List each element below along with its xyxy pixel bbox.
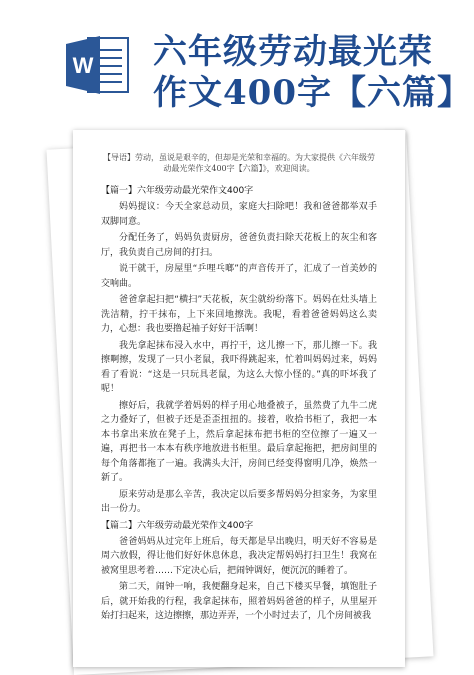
paragraph: 说干就干，房屋里“乒哩乓啷”的声音传开了，汇成了一首美妙的交响曲。 bbox=[101, 264, 377, 289]
document-intro: 【导语】劳动，虽说是艰辛的，但却是光荣和幸福的。为大家提供《六年级劳动最光荣作文400字【六篇】》，欢迎阅读。 bbox=[103, 153, 375, 173]
essay-section-1 bbox=[101, 184, 377, 517]
essay-section-2 bbox=[101, 519, 377, 624]
section-heading: 【篇一】六年级劳动最光荣作文400字 bbox=[101, 186, 254, 196]
paragraph: 爸爸妈妈从过完年上班后，每天都是早出晚归，明天好不容易是周六放假，得让他们好好休息休息，我决定帮妈妈打扫卫生！我窝在被窝里思考着……下定决心后，把闹钟调好，便沉沉的睡着了。 bbox=[101, 536, 377, 576]
header-banner bbox=[0, 0, 474, 125]
document-content bbox=[73, 130, 405, 624]
paragraph: 妈妈提议：今天全家总动员，家庭大扫除吧！我和爸爸都举双手双脚同意。 bbox=[101, 202, 377, 227]
document-page bbox=[73, 130, 405, 667]
page-title-line-2: 作文400字【六篇】 bbox=[153, 73, 472, 113]
word-document-icon bbox=[66, 36, 130, 94]
paragraph: 擦好后，我就学着妈妈的样子用心地叠被子，虽然费了九牛二虎之力叠好了，但被子还是歪歪扭扭的。接着，收拾书柜了，我把一本本书拿出来放在凳子上，然后拿起抹布把书柜的空位擦了一遍又一遍，再把书一本本有秩序地放进书柜里。最后拿起拖把，把房间里的每个角落都拖了一遍。我满头大汗，房间已经变得窗明几净，焕然一新了。 bbox=[101, 400, 377, 483]
paragraph: 第二天，闹钟一响，我便翻身起来，自己下楼买早餐，填饱肚子后，就开始我的行程，我拿起抹布，照着妈妈爸爸的样子，从里屋开始打扫起来，这边擦擦，那边弄弄，一个小时过去了，几个房间被我 bbox=[101, 582, 377, 621]
word-icon-letter: W bbox=[72, 53, 94, 78]
paragraph: 原来劳动是那么辛苦，我决定以后要多帮妈妈分担家务，为家里出一份力。 bbox=[101, 489, 377, 514]
section-heading: 【篇二】六年级劳动最光荣作文400字 bbox=[101, 520, 254, 531]
paragraph: 爸爸拿起扫把“横扫”天花板，灰尘就纷纷落下。妈妈在灶头墙上洗洁精，拧干抹布，上下来回地擦洗。我呢，看着爸爸妈妈这么卖力，心想：我也要撸起袖子好好干活啊！ bbox=[101, 295, 377, 334]
paragraph: 我先拿起抹布浸入水中，再拧干，这儿擦一下，那儿擦一下。我擦啊擦，发现了一只小老鼠，我吓得跳起来，忙着叫妈妈过来，妈妈看了看说：“这是一只玩具老鼠，为这么大惊小怪的。”真的吓坏我了呢！ bbox=[101, 340, 377, 394]
paragraph: 分配任务了，妈妈负责厨房，爸爸负责扫除天花板上的灰尘和客厅，我负责自己房间的打扫。 bbox=[101, 233, 377, 258]
page-title-line-1: 六年级劳动最光荣 bbox=[153, 32, 433, 72]
